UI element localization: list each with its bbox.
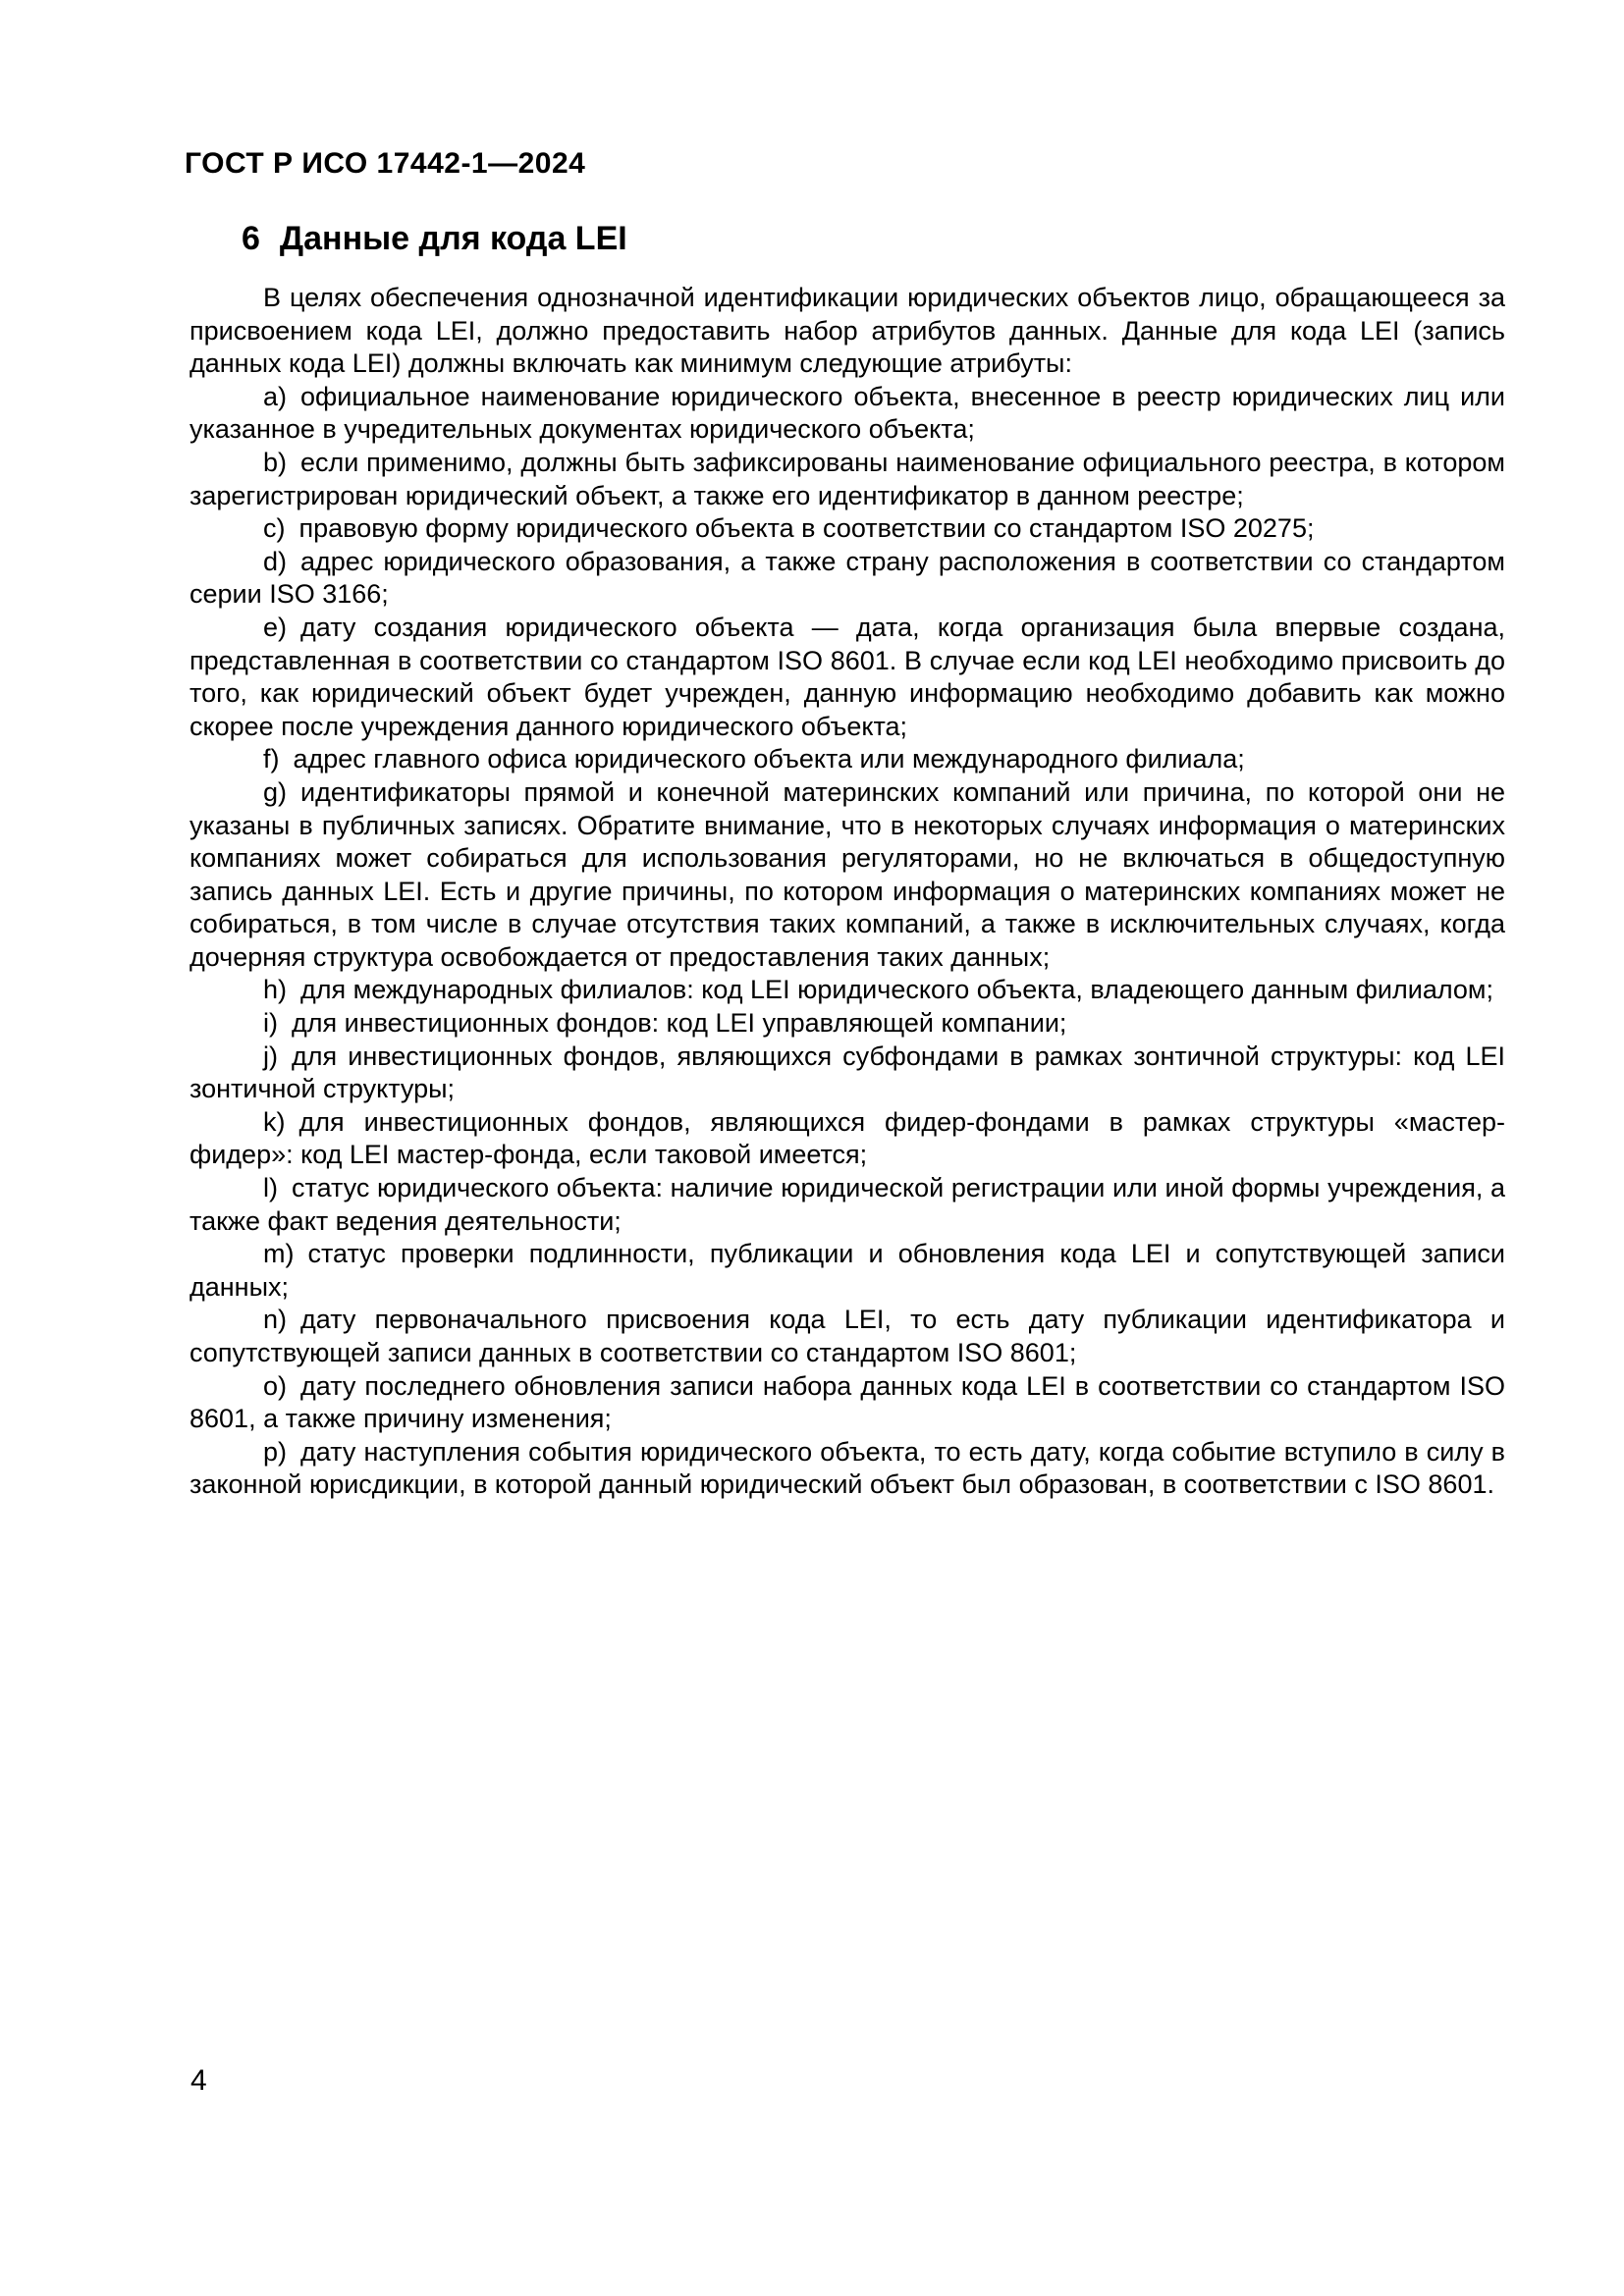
list-item-e	[189, 612, 1505, 743]
list-item-label: a)	[263, 381, 288, 411]
list-item-b	[189, 447, 1505, 512]
list-item-label: h)	[263, 975, 288, 1005]
list-item-label: o)	[263, 1370, 288, 1401]
list-item-label: p)	[263, 1436, 288, 1467]
list-item-text: дату наступления события юридического объекта, то есть дату, когда событие вступило в силу в законной юрисдикции, в которой данный юридический объект был образован, в соответствии с ISO 8601.	[189, 1436, 1505, 1500]
list-item-l	[189, 1172, 1505, 1238]
list-item-text: для инвестиционных фондов: код LEI управляющей компании;	[292, 1008, 1067, 1039]
list-item-label: c)	[263, 513, 286, 544]
list-item-c	[189, 512, 1505, 546]
list-item-k	[189, 1106, 1505, 1172]
document-header: ГОСТ Р ИСО 17442-1—2024	[185, 147, 586, 180]
list-item-i	[189, 1007, 1505, 1041]
list-item-text: дату последнего обновления записи набора данных кода LEI в соответствии со стандартом ISO 8601, а также причину изменения;	[189, 1370, 1505, 1434]
list-item-label: g)	[263, 776, 288, 807]
list-item-text: адрес главного офиса юридического объекта или международного филиала;	[293, 744, 1245, 774]
list-item-j	[189, 1041, 1505, 1106]
list-item-text: дату первоначального присвоения кода LEI, то есть дату публикации идентификатора и сопутствующей записи данных в соответствии со стандартом ISO 8601;	[189, 1305, 1505, 1367]
list-item-n	[189, 1304, 1505, 1369]
list-item-text: для инвестиционных фондов, являющихся субфондами в рамках зонтичной структуры: код LEI зонтичной структуры;	[189, 1041, 1505, 1104]
list-item-label: d)	[263, 546, 288, 576]
list-item-text: статус юридического объекта: наличие юридической регистрации или иной формы учреждения, а также факт ведения деятельности;	[189, 1173, 1505, 1236]
list-item-label: k)	[263, 1106, 286, 1137]
list-item-g	[189, 776, 1505, 975]
section-heading	[242, 220, 627, 258]
list-item-m	[189, 1238, 1505, 1304]
list-item-f	[189, 743, 1505, 776]
list-item-text: официальное наименование юридического объекта, внесенное в реестр юридических лиц или указанное в учредительных документах юридического объекта;	[189, 381, 1505, 445]
list-item-d	[189, 546, 1505, 612]
list-item-label: j)	[263, 1041, 278, 1071]
list-item-text: идентификаторы прямой и конечной материнских компаний или причина, по которой они не указаны в публичных записях. Обратите внимание, что в некоторых случаях информация о материнских компаниях может собираться для использования регуляторами, но не включаться в общедоступную запись данных LEI. Есть и другие причины, по котором информация о материнских компаниях может не собираться, в том числе в случае отсутствия таких компаний, а также в исключительных случаях, когда дочерняя структура освобождается от предоставления таких данных;	[189, 776, 1505, 972]
list-item-text: дату создания юридического объекта — дата, когда организация была впервые создана, представленная в соответствии со стандартом ISO 8601. В случае если код LEI необходимо присвоить до того, как юридический объект будет учрежден, данную информацию необходимо добавить как можно скорее после учреждения данного юридического объекта;	[189, 612, 1505, 741]
list-item-label: m)	[263, 1239, 295, 1269]
list-item-text: если применимо, должны быть зафиксированы наименование официального реестра, в котором зарегистрирован юридический объект, а также его идентификатор в данном реестре;	[189, 447, 1505, 510]
list-item-label: e)	[263, 612, 288, 642]
list-item-h	[189, 974, 1505, 1007]
section-body	[189, 282, 1505, 1502]
page-number: 4	[190, 2064, 207, 2097]
list-item-text: правовую форму юридического объекта в соответствии со стандартом ISO 20275;	[298, 513, 1315, 544]
section-number: 6	[242, 220, 260, 257]
list-item-text: статус проверки подлинности, публикации и обновления кода LEI и сопутствующей записи данных;	[189, 1239, 1505, 1302]
list-item-p	[189, 1436, 1505, 1502]
list-item-o	[189, 1370, 1505, 1436]
list-item-label: l)	[263, 1173, 278, 1203]
list-item-text: адрес юридического образования, а также страну расположения в соответствии со стандартом серии ISO 3166;	[189, 546, 1505, 610]
list-item-label: i)	[263, 1008, 278, 1039]
intro-paragraph: В целях обеспечения однозначной идентификации юридических объектов лицо, обращающееся за присвоением кода LEI, должно предоставить набор атрибутов данных. Данные для кода LEI (запись данных кода LEI) должны включать как минимум следующие атрибуты:	[189, 283, 1505, 379]
list-item-text: для инвестиционных фондов, являющихся фидер-фондами в рамках структуры «мастер-фидер»: код LEI мастер-фонда, если таковой имеется;	[189, 1106, 1505, 1170]
list-item-text: для международных филиалов: код LEI юридического объекта, владеющего данным филиалом;	[300, 975, 1493, 1005]
list-item-label: n)	[263, 1305, 288, 1335]
list-item-label: f)	[263, 744, 280, 774]
section-title: Данные для кода LEI	[279, 220, 627, 257]
list-item-label: b)	[263, 447, 288, 477]
list-item-a	[189, 381, 1505, 447]
